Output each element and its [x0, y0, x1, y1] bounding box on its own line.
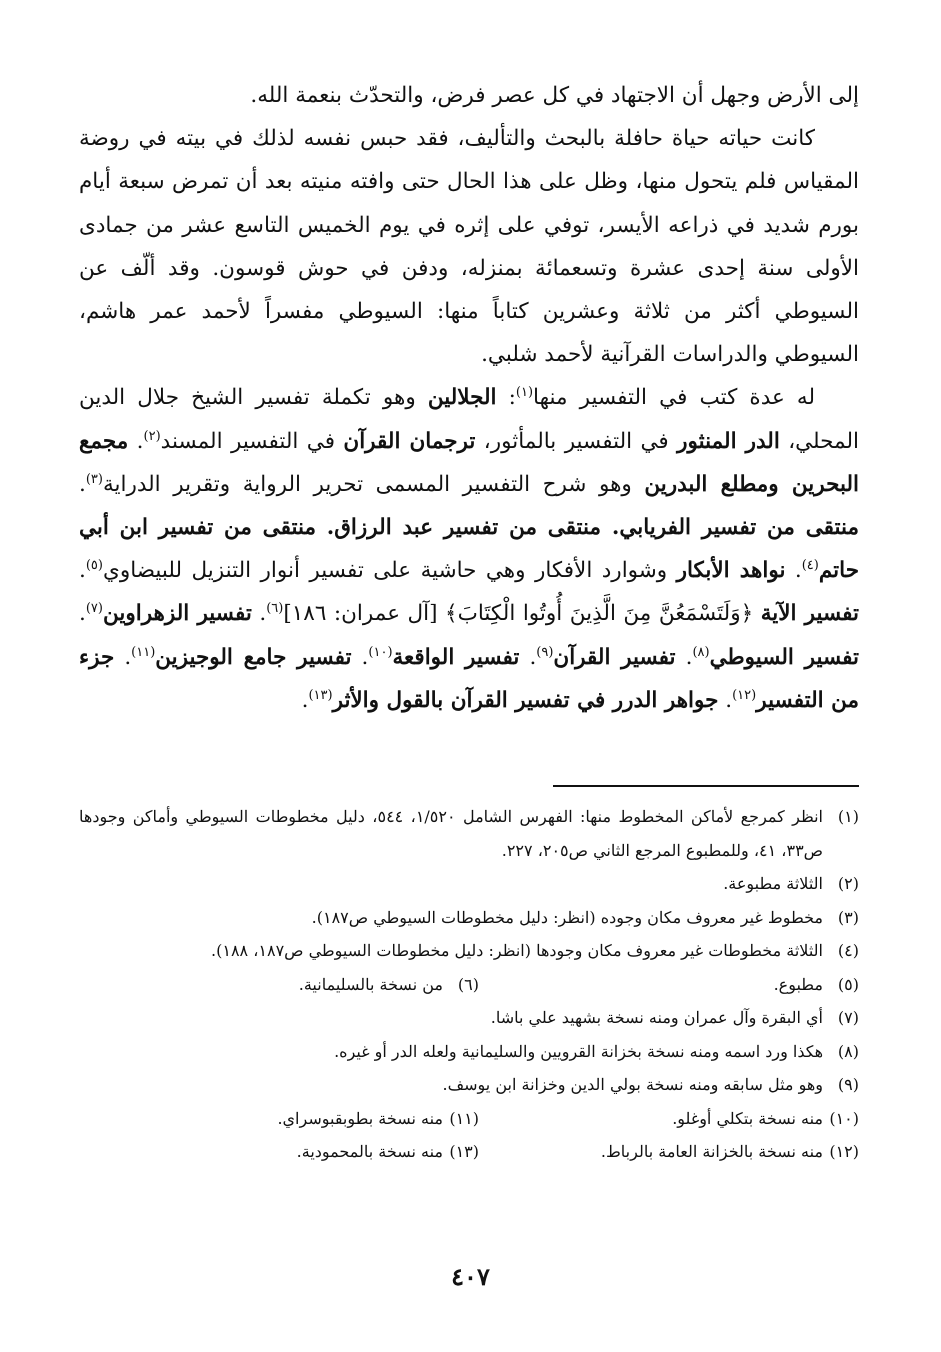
- footnote-pair: [79, 1135, 859, 1169]
- page-number: ٤٠٧: [451, 1262, 490, 1291]
- book-title: تفسير السيوطي: [709, 644, 859, 670]
- footnote-number: (٦): [457, 974, 479, 994]
- footnote-ref[interactable]: (٢): [143, 428, 161, 444]
- book-title: تفسير الزهراوين: [102, 601, 252, 627]
- book-title: تفسير جامع الوجيزين: [155, 644, 352, 670]
- footnote: [79, 1001, 859, 1035]
- book-title: جواهر الدرر في تفسير القرآن بالقول والأثر: [332, 687, 719, 713]
- footnote-text: منه نسخة بتكلي أوغلو.: [672, 1108, 823, 1128]
- book-title: تفسير الواقعة: [392, 644, 520, 670]
- footnote-ref[interactable]: (٣): [85, 471, 103, 487]
- text-run: في التفسير المسند: [160, 428, 344, 454]
- footnote-number: (٥): [837, 974, 859, 994]
- footnote: [79, 867, 859, 901]
- footnote-number: (٩): [837, 1075, 859, 1094]
- footnote: [79, 800, 859, 867]
- book-title: نواهد الأبكار: [676, 558, 786, 584]
- text-run: .: [301, 687, 309, 713]
- footnote-text: وهو مثل سابقه ومنه نسخة بولي الدين وخزانة ابن يوسف.: [442, 1075, 823, 1094]
- footnote-pair: [79, 1102, 859, 1136]
- text-run: :: [496, 385, 516, 411]
- footnote-text: مطبوع.: [773, 974, 823, 994]
- footnotes: [79, 800, 859, 1169]
- footnote-number: (١): [837, 807, 859, 826]
- book-title: مجمع البحرين ومطلع البدرين: [79, 428, 859, 497]
- text-run: .: [519, 644, 537, 670]
- footnote-text: انظر كمرجع لأماكن المخطوط منها: الفهرس الشامل ١/٥٢٠، ٥٤٤، دليل مخطوطات السيوطي وأماكن وجودها ص٣٣، ٤١، وللمطبوع المرجع الثاني ص٢٠٥، ٢٢٧.: [79, 807, 823, 860]
- main-text: [79, 74, 859, 722]
- footnote-ref[interactable]: (٨): [692, 644, 710, 660]
- text-run: له عدة كتب في التفسير منها: [533, 385, 816, 411]
- footnote-number: (١١): [449, 1108, 479, 1128]
- footnote-number: (١٠): [829, 1108, 859, 1128]
- footnote-ref[interactable]: (١٣): [308, 687, 333, 703]
- text-run: .: [128, 428, 144, 454]
- footnote-ref[interactable]: (١): [515, 385, 534, 401]
- footnote-divider: [553, 785, 859, 787]
- book-title: تفسير القرآن: [553, 644, 676, 670]
- footnote-text: هكذا ورد اسمه ومنه نسخة بخزانة القرويين والسليمانية ولعله الدر أو غيره.: [334, 1041, 823, 1061]
- text-run: وهو شرح التفسير المسمى تحرير الرواية وتقرير الدراية: [102, 471, 645, 497]
- text-run: .: [251, 601, 267, 627]
- footnote-ref[interactable]: (٧): [85, 601, 103, 617]
- footnote-text: مخطوط غير معروف مكان وجوده (انظر: دليل مخطوطات السيوطي ص١٨٧).: [311, 907, 823, 927]
- footnote-number: (١٣): [449, 1142, 479, 1161]
- footnote-ref[interactable]: (٦): [266, 601, 284, 617]
- text-run: في التفسير بالمأثور،: [475, 428, 678, 454]
- footnote-text: الثلاثة مخطوطات غير معروف مكان وجودها (انظر: دليل مخطوطات السيوطي ص١٨٧، ١٨٨).: [211, 941, 823, 960]
- footnote-text: منه نسخة بالمحمودية.: [296, 1142, 443, 1161]
- footnote-number: (٣): [837, 907, 859, 927]
- quran-verse: ﴿وَلَتَسْمَعُنَّ مِنَ الَّذِينَ أُوتُوا الْكِتَابَ﴾ [آل عمران: ١٨٦]: [283, 601, 761, 627]
- book-title: تفسير الآية: [760, 601, 860, 627]
- footnote-number: (٨): [837, 1041, 859, 1061]
- footnote-pair: [79, 968, 859, 1002]
- text-run: .: [114, 644, 132, 670]
- footnote: [79, 1068, 859, 1102]
- text-run: وهو تكملة تفسير الشيخ جلال الدين المحلي،: [79, 385, 860, 454]
- footnote-text: منه نسخة بطوبقبوسراي.: [277, 1108, 443, 1128]
- text-run: وشوارد الأفكار وهي حاشية على تفسير أنوار التنزيل للبيضاوي: [102, 558, 677, 584]
- paragraph-2: كانت حياته حياة حافلة بالبحث والتأليف، فقد حبس نفسه لذلك في بيته في روضة المقياس فلم يتحول منها، وظل على هذا الحال حتى وافته منيته بعد أن تمرض سبعة أيام بورم شديد في ذراعه الأيسر، توفي على إثره في يوم الخميس التاسع عشر من جمادى الأولى سنة إحدى عشرة وتسعمائة بمنزله، ودفن في حوش قوسون. وقد ألّف عن السيوطي أكثر من ثلاثة وعشرين كتاباً منها: السيوطي مفسراً لأحمد عمر هاشم، السيوطي والدراسات القرآنية لأحمد شلبي.: [79, 126, 859, 368]
- book-title: ترجمان القرآن: [343, 428, 476, 454]
- text-run: .: [79, 471, 86, 497]
- footnote-text: من نسخة بالسليمانية.: [298, 974, 443, 994]
- text-run: .: [79, 558, 86, 584]
- footnote-text: منه نسخة بالخزانة العامة بالرباط.: [600, 1142, 823, 1161]
- footnote: [79, 1035, 859, 1069]
- paragraph-3: [79, 376, 859, 722]
- text-run: .: [351, 644, 369, 670]
- footnote: [79, 901, 859, 935]
- footnote-ref[interactable]: (٥): [85, 558, 103, 574]
- footnote-text: أي البقرة وآل عمران ومنه نسخة بشهيد علي باشا.: [490, 1008, 823, 1027]
- footnote-number: (١٢): [829, 1142, 859, 1161]
- book-title: جزء من التفسير: [79, 644, 859, 713]
- footnote-number: (٤): [837, 941, 859, 960]
- footnote-ref[interactable]: (١٠): [368, 644, 393, 660]
- text-run: .: [718, 687, 733, 713]
- footnote-ref[interactable]: (١٢): [732, 687, 757, 703]
- footnote-ref[interactable]: (٤): [801, 558, 819, 574]
- footnote-ref[interactable]: (١١): [131, 644, 156, 660]
- text-run: .: [785, 558, 802, 584]
- paragraph-1: إلى الأرض وجهل أن الاجتهاد في كل عصر فرض، والتحدّث بنعمة الله.: [250, 83, 859, 108]
- book-title: الدر المنثور: [677, 428, 780, 454]
- text-run: .: [79, 601, 86, 627]
- book-title: الجلالين: [427, 385, 497, 411]
- book-title: منتقى من تفسير الفريابي. منتقى من تفسير عبد الرزاق. منتقى من تفسير ابن أبي حاتم: [79, 515, 859, 584]
- footnote-ref[interactable]: (٩): [536, 644, 554, 660]
- footnote-number: (٢): [837, 874, 859, 893]
- footnote-number: (٧): [837, 1008, 859, 1027]
- text-run: .: [675, 644, 693, 670]
- footnote: [79, 934, 859, 968]
- footnote-text: الثلاثة مطبوعة.: [723, 874, 823, 893]
